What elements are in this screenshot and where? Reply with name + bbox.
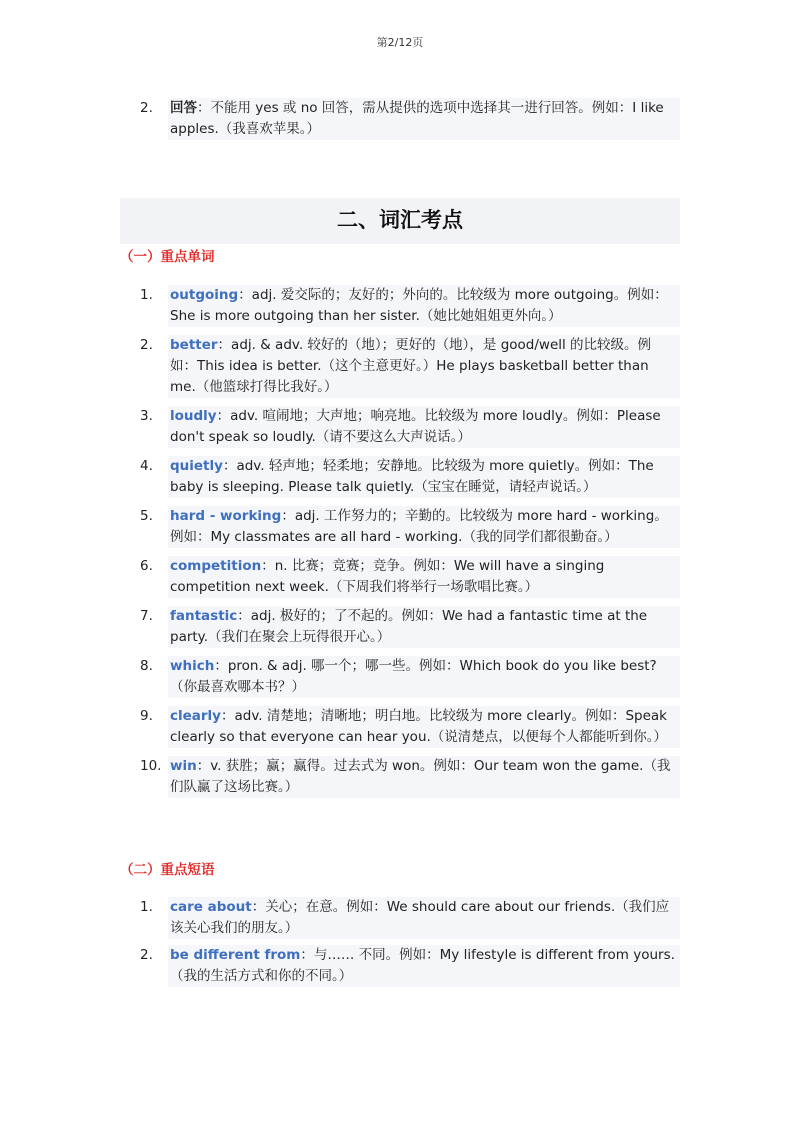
item-number: 7. <box>140 608 153 624</box>
item-text: ：与…… 不同。例如：My lifestyle is different from yours.（我的生活方式和你的不同。） <box>170 947 675 984</box>
item-body <box>168 285 680 327</box>
vocab-term: outgoing <box>170 287 239 303</box>
vocab-term: care about <box>170 899 252 915</box>
item-term: 回答 <box>170 100 197 116</box>
item-number: 2. <box>140 100 153 116</box>
item-number: 5. <box>140 508 153 524</box>
item-text: ：adj. 工作努力的；辛勤的。比较级为 more hard - working。例如：My classmates are all hard - working.（我的同学们都很勤奋。） <box>170 508 668 545</box>
item-number: 2. <box>140 337 153 353</box>
item-text: ：adv. 轻声地；轻柔地；安静地。比较级为 more quietly。例如：The baby is sleeping. Please talk quietly.（宝宝在睡觉，请轻声说话。） <box>170 458 654 495</box>
item-text: ：adv. 喧闹地；大声地；响亮地。比较级为 more loudly。例如：Please don't speak so loudly.（请不要这么大声说话。） <box>170 408 661 445</box>
list-item <box>140 406 680 448</box>
intro-list <box>140 98 680 140</box>
vocab-term: competition <box>170 558 262 574</box>
vocab-term: quietly <box>170 458 223 474</box>
list-item <box>140 606 680 648</box>
vocab-term: clearly <box>170 708 221 724</box>
item-number: 6. <box>140 558 153 574</box>
list-item <box>140 756 680 798</box>
item-body <box>168 506 680 548</box>
vocab-term: be different from <box>170 947 301 963</box>
item-number: 2. <box>140 947 153 963</box>
list-item <box>140 98 680 140</box>
vocab-term: better <box>170 337 218 353</box>
item-body <box>168 756 680 798</box>
item-text: ：n. 比赛；竞赛；竞争。例如：We will have a singing competition next week.（下周我们将举行一场歌唱比赛。） <box>170 558 605 595</box>
item-text: ：adv. 清楚地；清晰地；明白地。比较级为 more clearly。例如：Speak clearly so that everyone can hear you.（说清楚点，以便每个人都能听到你。） <box>170 708 668 745</box>
item-text: ：关心；在意。例如：We should care about our friends.（我们应该关心我们的朋友。） <box>170 899 670 936</box>
list-item <box>140 456 680 498</box>
item-body <box>168 406 680 448</box>
item-text: ：adj. 极好的；了不起的。例如：We had a fantastic time at the party.（我们在聚会上玩得很开心。） <box>170 608 648 645</box>
vocab-term: loudly <box>170 408 217 424</box>
item-body <box>168 335 680 398</box>
item-number: 1. <box>140 287 153 303</box>
item-body <box>168 897 680 939</box>
item-number: 8. <box>140 658 153 674</box>
item-number: 4. <box>140 458 153 474</box>
item-number: 10. <box>140 758 162 774</box>
item-text: ：不能用 yes 或 no 回答，需从提供的选项中选择其一进行回答。例如：I like apples.（我喜欢苹果。） <box>170 100 664 137</box>
list-item <box>140 706 680 748</box>
list-item <box>140 335 680 398</box>
item-body <box>168 656 680 698</box>
vocab-term: win <box>170 758 197 774</box>
item-number: 1. <box>140 899 153 915</box>
item-body <box>168 606 680 648</box>
item-body <box>168 98 680 140</box>
list-item <box>140 556 680 598</box>
list-item <box>140 897 680 939</box>
item-number: 9. <box>140 708 153 724</box>
item-number: 3. <box>140 408 153 424</box>
item-text: ：v. 获胜；赢；赢得。过去式为 won。例如：Our team won the game.（我们队赢了这场比赛。） <box>170 758 671 795</box>
list-item <box>140 656 680 698</box>
item-body <box>168 706 680 748</box>
phrases-list <box>140 897 680 993</box>
list-item <box>140 506 680 548</box>
item-body <box>168 945 680 987</box>
item-body <box>168 556 680 598</box>
vocab-term: hard - working <box>170 508 282 524</box>
words-heading: （一）重点单词 <box>120 249 215 265</box>
list-item <box>140 945 680 987</box>
item-text: ：pron. & adj. 哪一个；哪一些。例如：Which book do you like best?（你最喜欢哪本书？） <box>170 658 657 695</box>
item-text: ：adj. 爱交际的；友好的；外向的。比较级为 more outgoing。例如：She is more outgoing than her sister.（她比她姐姐更外向。） <box>170 287 668 324</box>
item-text: ：adj. & adv. 较好的（地）；更好的（地），是 good/well 的比较级。例如：This idea is better.（这个主意更好。）He plays basketball better than me.（他篮球打得比我好。） <box>170 337 652 395</box>
item-body <box>168 456 680 498</box>
words-list <box>140 285 680 806</box>
section-title: 二、词汇考点 <box>337 208 463 232</box>
phrases-heading: （二）重点短语 <box>120 862 215 878</box>
list-item <box>140 285 680 327</box>
vocab-term: which <box>170 658 215 674</box>
vocab-term: fantastic <box>170 608 238 624</box>
page-number: 第2/12页 <box>376 36 424 49</box>
